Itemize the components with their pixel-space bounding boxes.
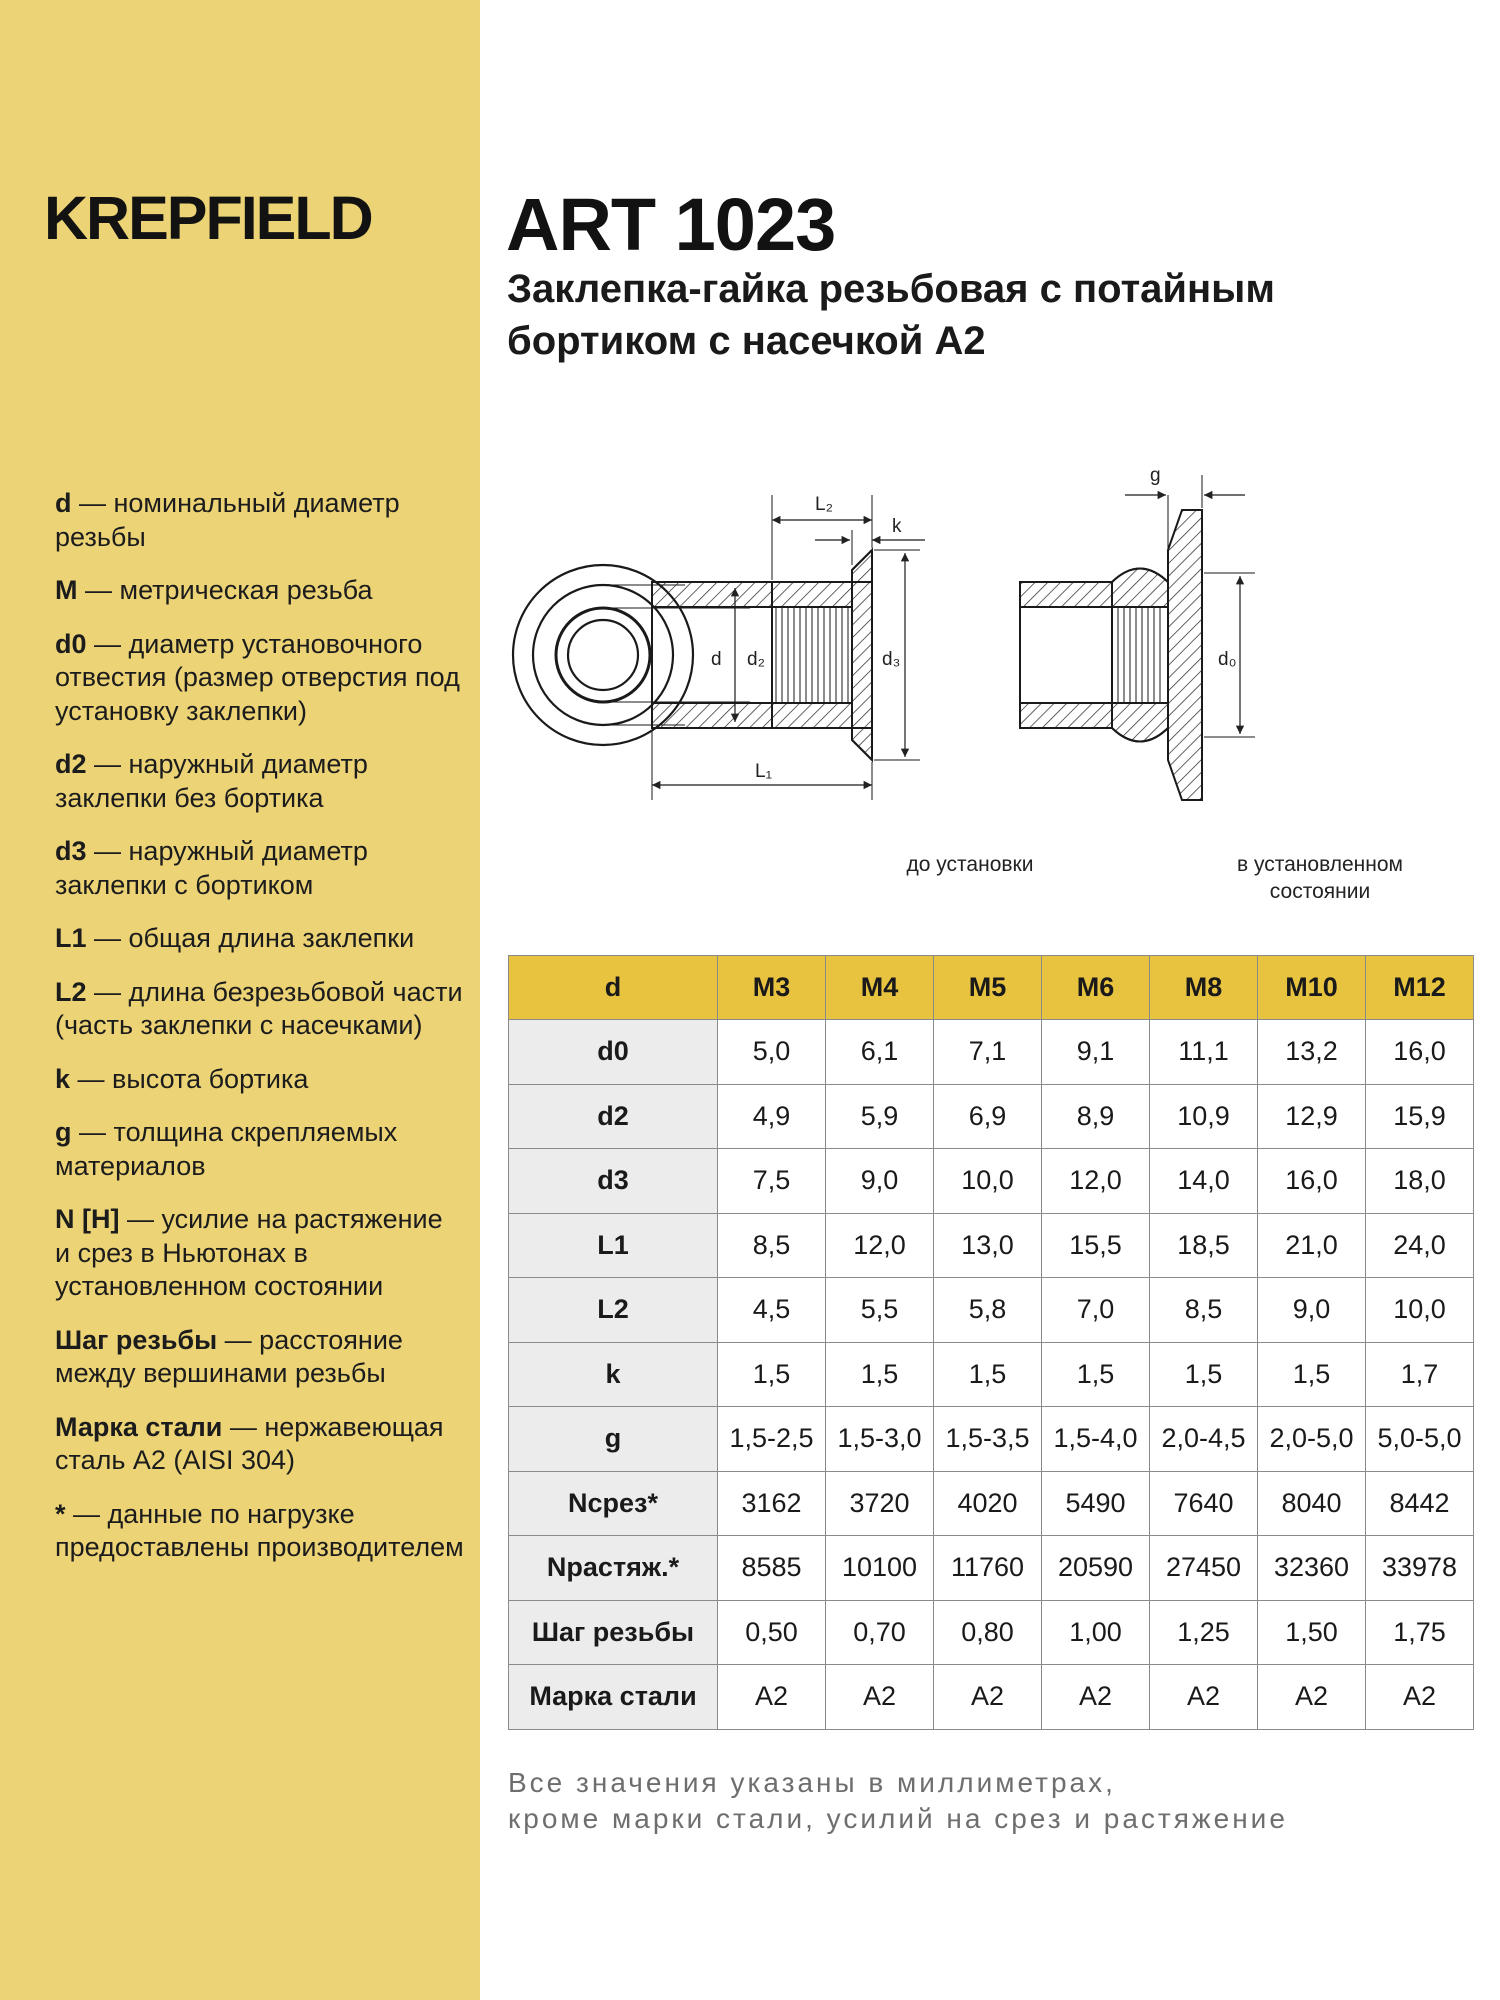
table-cell: 1,75: [1366, 1600, 1474, 1665]
table-cell: 5,0: [718, 1020, 826, 1085]
page-title: ART 1023: [506, 183, 836, 266]
row-label: g: [509, 1407, 718, 1472]
table-row: [509, 1665, 1474, 1730]
brand-logo: KREPFIELD: [44, 184, 372, 252]
legend-item: d0 — диаметр установочного отвестия (размер отверстия под установку заклепки): [55, 628, 460, 726]
label-L2: L₂: [815, 494, 833, 515]
table-cell: 5,8: [934, 1278, 1042, 1343]
table-cell: 9,1: [1042, 1020, 1150, 1085]
table-cell: 6,9: [934, 1084, 1042, 1149]
table-cell: 8,5: [1150, 1278, 1258, 1343]
row-label: d3: [509, 1149, 718, 1214]
table-cell: 1,50: [1258, 1600, 1366, 1665]
column-header: M3: [718, 956, 826, 1020]
table-row: [509, 1600, 1474, 1665]
table-cell: A2: [1150, 1665, 1258, 1730]
label-d2: d₂: [747, 649, 765, 670]
table-cell: 5490: [1042, 1471, 1150, 1536]
table-header-row: [509, 956, 1474, 1020]
legend-item: Шаг резьбы — расстояние между вершинами резьбы: [55, 1324, 403, 1388]
table-cell: 8585: [718, 1536, 826, 1601]
table-cell: 1,5: [718, 1342, 826, 1407]
table-cell: A2: [1258, 1665, 1366, 1730]
spec-table: [508, 955, 1474, 1730]
legend-item: N [H] — усилие на растяжение и срез в Ньютонах в установленном состоянии: [55, 1204, 443, 1301]
table-cell: 12,0: [826, 1213, 934, 1278]
table-cell: 10100: [826, 1536, 934, 1601]
row-label: L2: [509, 1278, 718, 1343]
table-cell: 16,0: [1366, 1020, 1474, 1085]
table-cell: 4,9: [718, 1084, 826, 1149]
row-label: d0: [509, 1020, 718, 1085]
table-cell: 8442: [1366, 1471, 1474, 1536]
table-row: [509, 1020, 1474, 1085]
caption-before: до установки: [906, 853, 1034, 876]
table-cell: 8,5: [718, 1213, 826, 1278]
table-cell: 7,5: [718, 1149, 826, 1214]
table-cell: 7,0: [1042, 1278, 1150, 1343]
legend-item: k — высота бортика: [55, 1063, 309, 1094]
table-cell: 9,0: [1258, 1278, 1366, 1343]
table-cell: 8040: [1258, 1471, 1366, 1536]
table-cell: 1,5-3,5: [934, 1407, 1042, 1472]
table-cell: 1,5: [826, 1342, 934, 1407]
table-cell: 16,0: [1258, 1149, 1366, 1214]
table-cell: 12,9: [1258, 1084, 1366, 1149]
table-row: [509, 1536, 1474, 1601]
caption-installed: в установленном состоянии: [1236, 853, 1403, 903]
page-subtitle: Заклепка-гайка резьбовая с потайным бортиком с насечкой А2: [507, 267, 1275, 363]
table-row: [509, 1342, 1474, 1407]
legend-item: g — толщина скрепляемых материалов: [55, 1117, 398, 1181]
table-cell: 32360: [1258, 1536, 1366, 1601]
legend-item: Марка стали — нержавеющая сталь A2 (AISI 304): [55, 1411, 444, 1475]
table-cell: 9,0: [826, 1149, 934, 1214]
table-cell: 6,1: [826, 1020, 934, 1085]
column-header: M12: [1366, 956, 1474, 1020]
table-cell: 14,0: [1150, 1149, 1258, 1214]
table-row: [509, 1278, 1474, 1343]
table-cell: 10,9: [1150, 1084, 1258, 1149]
legend: [55, 487, 465, 1585]
table-cell: 0,50: [718, 1600, 826, 1665]
table-cell: 5,9: [826, 1084, 934, 1149]
table-cell: 33978: [1366, 1536, 1474, 1601]
label-L1: L₁: [755, 761, 772, 782]
label-d: d: [711, 649, 722, 670]
table-cell: 5,5: [826, 1278, 934, 1343]
table-cell: 7,1: [934, 1020, 1042, 1085]
table-row: [509, 1213, 1474, 1278]
table-cell: 10,0: [1366, 1278, 1474, 1343]
column-header: M8: [1150, 956, 1258, 1020]
table-cell: 1,25: [1150, 1600, 1258, 1665]
label-k: k: [892, 516, 902, 537]
table-cell: A2: [718, 1665, 826, 1730]
units-note: Все значения указаны в миллиметрах, кроме марки стали, усилий на срез и растяжение: [508, 1767, 1288, 1834]
legend-item: d3 — наружный диаметр заклепки с бортиком: [55, 836, 368, 900]
table-cell: 8,9: [1042, 1084, 1150, 1149]
legend-item: d — номинальный диаметр резьбы: [55, 488, 400, 552]
table-cell: 1,5: [1150, 1342, 1258, 1407]
table-cell: 4020: [934, 1471, 1042, 1536]
table-cell: 1,5: [934, 1342, 1042, 1407]
rivet-nut-drawing: [500, 455, 1460, 855]
table-cell: 15,9: [1366, 1084, 1474, 1149]
table-cell: A2: [1366, 1665, 1474, 1730]
table-cell: 1,5-3,0: [826, 1407, 934, 1472]
table-cell: 13,0: [934, 1213, 1042, 1278]
row-label: L1: [509, 1213, 718, 1278]
table-cell: 2,0-4,5: [1150, 1407, 1258, 1472]
column-header: M10: [1258, 956, 1366, 1020]
table-cell: 12,0: [1042, 1149, 1150, 1214]
table-cell: 1,5-4,0: [1042, 1407, 1150, 1472]
table-cell: 11760: [934, 1536, 1042, 1601]
row-label: Шаг резьбы: [509, 1600, 718, 1665]
label-g: g: [1150, 465, 1161, 486]
table-cell: 2,0-5,0: [1258, 1407, 1366, 1472]
table-cell: A2: [826, 1665, 934, 1730]
table-cell: 27450: [1150, 1536, 1258, 1601]
table-cell: 5,0-5,0: [1366, 1407, 1474, 1472]
table-row: [509, 1084, 1474, 1149]
section-installed: [1020, 475, 1255, 800]
table-cell: 0,70: [826, 1600, 934, 1665]
table-row: [509, 1149, 1474, 1214]
legend-item: L2 — длина безрезьбовой части (часть заклепки с насечками): [55, 976, 463, 1040]
label-d3: d₃: [882, 649, 901, 670]
table-cell: 1,5-2,5: [718, 1407, 826, 1472]
table-cell: 13,2: [1258, 1020, 1366, 1085]
sidebar: [0, 0, 480, 2000]
table-cell: 11,1: [1150, 1020, 1258, 1085]
table-cell: 15,5: [1042, 1213, 1150, 1278]
table-cell: A2: [934, 1665, 1042, 1730]
legend-item: d2 — наружный диаметр заклепки без бортика: [55, 749, 368, 813]
table-cell: 3162: [718, 1471, 826, 1536]
table-cell: A2: [1042, 1665, 1150, 1730]
label-d0: d₀: [1218, 649, 1237, 670]
table-cell: 18,5: [1150, 1213, 1258, 1278]
table-cell: 0,80: [934, 1600, 1042, 1665]
legend-item: * — данные по нагрузке предоставлены производителем: [55, 1498, 464, 1562]
row-label: d2: [509, 1084, 718, 1149]
legend-item: M — метрическая резьба: [55, 575, 373, 605]
column-header: M6: [1042, 956, 1150, 1020]
table-cell: 10,0: [934, 1149, 1042, 1214]
table-row: [509, 1471, 1474, 1536]
column-header: M4: [826, 956, 934, 1020]
row-label: Nрастяж.*: [509, 1536, 718, 1601]
header-d: d: [509, 956, 718, 1020]
table-cell: 3720: [826, 1471, 934, 1536]
row-label: k: [509, 1342, 718, 1407]
legend-item: L1 — общая длина заклепки: [55, 923, 415, 953]
table-cell: 24,0: [1366, 1213, 1474, 1278]
table-cell: 1,7: [1366, 1342, 1474, 1407]
table-cell: 1,00: [1042, 1600, 1150, 1665]
table-cell: 1,5: [1042, 1342, 1150, 1407]
table-cell: 1,5: [1258, 1342, 1366, 1407]
table-cell: 21,0: [1258, 1213, 1366, 1278]
table-row: [509, 1407, 1474, 1472]
table-cell: 18,0: [1366, 1149, 1474, 1214]
table-cell: 4,5: [718, 1278, 826, 1343]
row-label: Марка стали: [509, 1665, 718, 1730]
row-label: Nсрез*: [509, 1471, 718, 1536]
table-cell: 7640: [1150, 1471, 1258, 1536]
table-cell: 20590: [1042, 1536, 1150, 1601]
column-header: M5: [934, 956, 1042, 1020]
